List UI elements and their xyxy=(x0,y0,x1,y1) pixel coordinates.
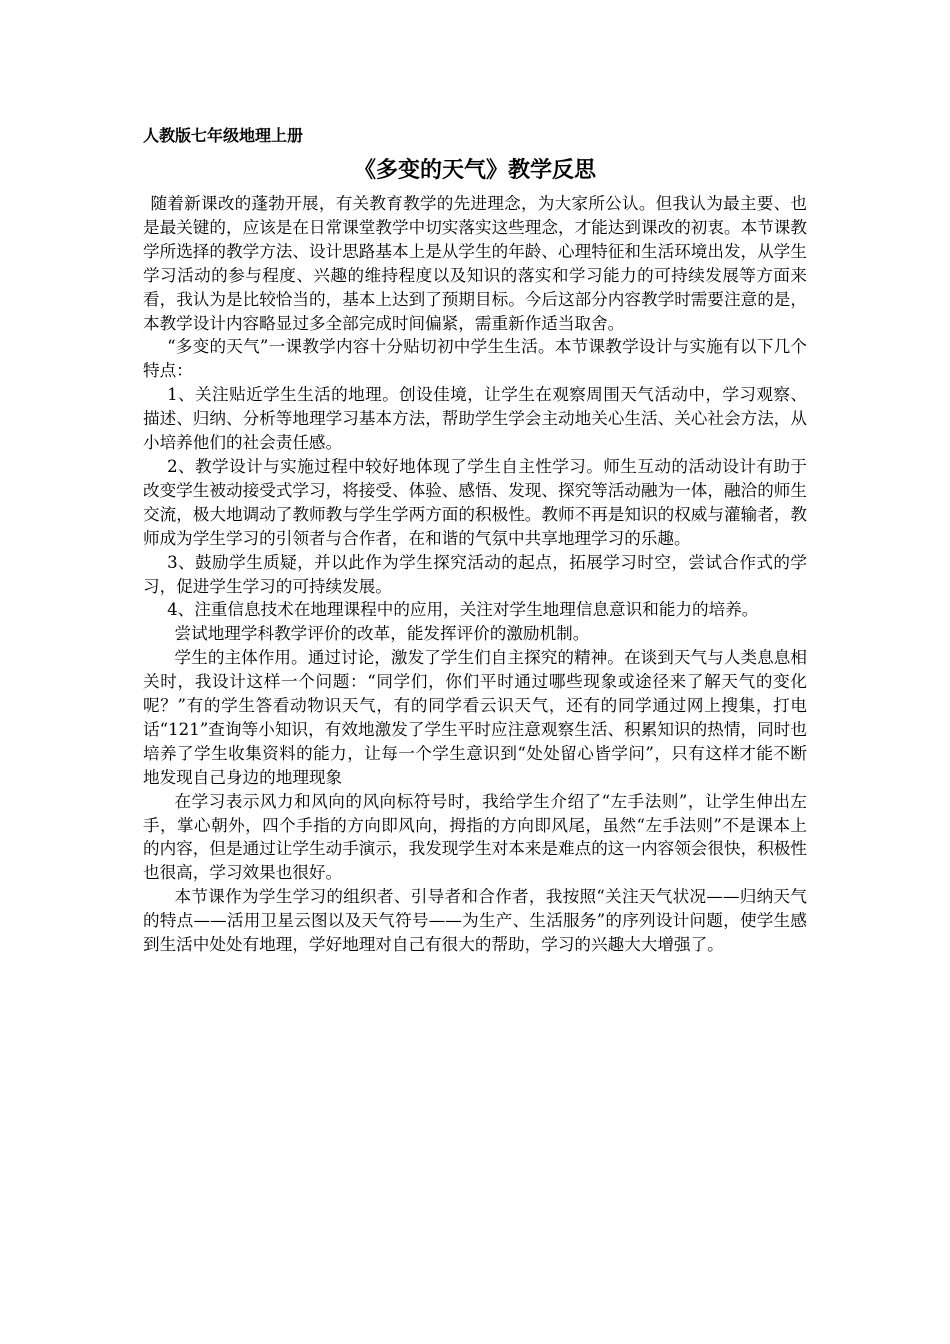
paragraph-point-2: 2、教学设计与实施过程中较好地体现了学生自主性学习。师生互动的活动设计有助于改变学生被动接受式学习，将接受、体验、感悟、发现、探究等活动融为一体，融洽的师生交流，极大地调动了教师教与学生学两方面的积极性。教师不再是知识的权威与灌输者，教师成为学生学习的引领者与合作者，在和谐的气氛中共享地理学习的乐趣。 xyxy=(143,456,807,548)
paragraph-features-intro: “多变的天气”一课教学内容十分贴切初中学生生活。本节课教学设计与实施有以下几个特点： xyxy=(143,337,807,381)
paragraph-left-hand-rule: 在学习表示风力和风向的风向标符号时，我给学生介绍了“左手法则”，让学生伸出左手，掌心朝外，四个手指的方向即风向，拇指的方向即风尾，虽然“左手法则”不是课本上的内容，但是通过让学生动手演示，我发现学生对本来是难点的这一内容领会很快，积极性也很高，学习效果也很好。 xyxy=(143,791,807,883)
subject-line: 人教版七年级地理上册 xyxy=(143,126,304,145)
document-page xyxy=(143,124,807,957)
paragraph-evaluation: 尝试地理学科教学评价的改革，能发挥评价的激励机制。 xyxy=(174,624,590,644)
document-title: 《多变的天气》教学反思 xyxy=(353,158,596,183)
paragraph-point-4: 4、注重信息技术在地理课程中的应用，关注对学生地理信息意识和能力的培养。 xyxy=(167,600,759,620)
paragraph-student-role: 学生的主体作用。通过讨论，激发了学生们自主探究的精神。在谈到天气与人类息息相关时，我设计这样一个问题：“同学们，你们平时通过哪些现象或途径来了解天气的变化呢？”有的学生答看动物识天气，有的同学看云识天气，还有的同学通过网上搜集，打电话“121”查询等小知识，有效地激发了学生平时应注意观察生活、积累知识的热情，同时也培养了学生收集资料的能力，让每一个学生意识到“处处留心皆学问”，只有这样才能不断地发现自己身边的地理现象 xyxy=(143,648,807,787)
paragraph-point-3: 3、鼓励学生质疑，并以此作为学生探究活动的起点，拓展学习时空，尝试合作式的学习，促进学生学习的可持续发展。 xyxy=(143,552,807,596)
paragraph-point-1: 1、关注贴近学生生活的地理。创设佳境，让学生在观察周围天气活动中，学习观察、描述、归纳、分析等地理学习基本方法，帮助学生学会主动地关心生活、关心社会方法，从小培养他们的社会责任感。 xyxy=(143,385,807,453)
paragraph-conclusion: 本节课作为学生学习的组织者、引导者和合作者，我按照“关注天气状况——归纳天气的特点——活用卫星云图以及天气符号——为生产、生活服务”的序列设计问题，使学生感到生活中处处有地理，学好地理对自己有很大的帮助，学习的兴趣大大增强了。 xyxy=(143,887,807,955)
paragraph-intro: 随着新课改的蓬勃开展，有关教育教学的先进理念，为大家所公认。但我认为最主要、也是最关键的，应该是在日常课堂教学中切实落实这些理念，才能达到课改的初衷。本节课教学所选择的教学方法、设计思路基本上是从学生的年龄、心理特征和生活环境出发，从学生学习活动的参与程度、兴趣的维持程度以及知识的落实和学习能力的可持续发展等方面来看，我认为是比较恰当的，基本上达到了预期目标。今后这部分内容教学时需要注意的是，本教学设计内容略显过多全部完成时间偏紧，需重新作适当取舍。 xyxy=(143,194,807,333)
